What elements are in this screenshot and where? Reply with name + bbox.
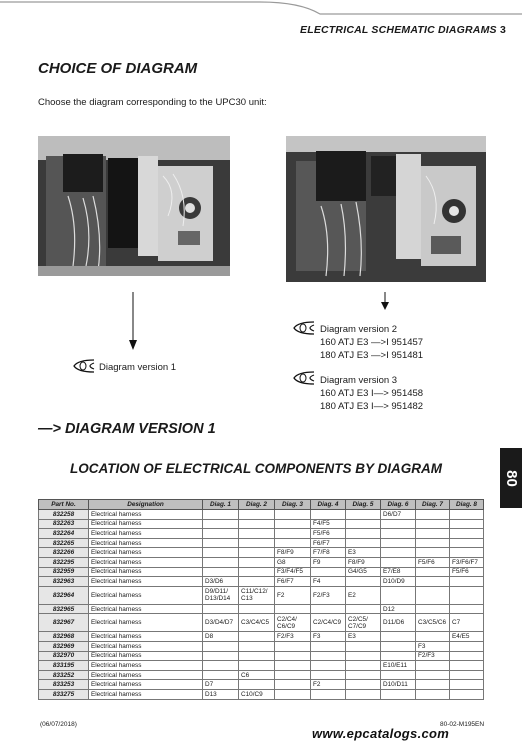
arrow-to-version-1 [128, 292, 138, 352]
diagram-cell [416, 538, 450, 548]
diagram-cell [275, 529, 311, 539]
diagram-cell: D6/D7 [381, 510, 416, 520]
diagram-cell [450, 670, 484, 680]
diagram-cell [381, 548, 416, 558]
diagram-cell [239, 577, 275, 587]
diagram-cell: D11/D6 [381, 614, 416, 632]
diagram-cell [381, 586, 416, 604]
page-number: 3 [500, 24, 506, 36]
diagram-version-3-line2: 180 ATJ E3 I—> 951482 [320, 401, 424, 412]
diagram-cell [416, 577, 450, 587]
part-number-cell: 832970 [39, 651, 89, 661]
diagram-cell: G8 [275, 557, 311, 567]
diagram-cell [416, 510, 450, 520]
diagram-cell [311, 689, 346, 699]
diagram-cell [203, 651, 239, 661]
part-number-cell: 833275 [39, 689, 89, 699]
diagram-cell [346, 519, 381, 529]
diagram-cell: E3 [346, 632, 381, 642]
table-row [39, 567, 484, 577]
column-header: Diag. 4 [311, 500, 346, 510]
diagram-cell [416, 586, 450, 604]
diagram-cell [416, 529, 450, 539]
table-row [39, 651, 484, 661]
table-row [39, 519, 484, 529]
table-row [39, 510, 484, 520]
part-number-cell: 832295 [39, 557, 89, 567]
diagram-cell: F8/F9 [346, 557, 381, 567]
diagram-cell [450, 529, 484, 539]
part-number-cell: 832959 [39, 567, 89, 577]
column-header: Diag. 6 [381, 500, 416, 510]
diagram-version-3-title: Diagram version 3 [320, 375, 398, 386]
diagram-cell: D10/D11 [381, 680, 416, 690]
table-row [39, 661, 484, 671]
table-row [39, 689, 484, 699]
diagram-cell: E10/E11 [381, 661, 416, 671]
diagram-cell [275, 651, 311, 661]
designation-cell: Electrical harness [89, 567, 203, 577]
photo-unit-version-1 [38, 136, 230, 276]
version-heading: —> DIAGRAM VERSION 1 [38, 421, 216, 437]
column-header: Part No. [39, 500, 89, 510]
designation-cell: Electrical harness [89, 510, 203, 520]
chapter-tab [500, 448, 522, 508]
diagram-cell [416, 680, 450, 690]
table-row [39, 548, 484, 558]
diagram-cell [311, 604, 346, 614]
diagram-cell [416, 519, 450, 529]
diagram-cell: G4/G5 [346, 567, 381, 577]
diagram-cell [346, 604, 381, 614]
diagram-cell [239, 567, 275, 577]
diagram-cell [416, 661, 450, 671]
diagram-cell [381, 529, 416, 539]
table-row [39, 614, 484, 632]
diagram-cell: F4 [311, 577, 346, 587]
diagram-cell [239, 538, 275, 548]
diagram-cell [275, 670, 311, 680]
diagram-cell [450, 641, 484, 651]
diagram-cell [416, 689, 450, 699]
diagram-cell: F5/F6 [311, 529, 346, 539]
diagram-cell: C6 [239, 670, 275, 680]
diagram-cell [346, 689, 381, 699]
column-header: Designation [89, 500, 203, 510]
diagram-cell [203, 548, 239, 558]
diagram-cell [203, 604, 239, 614]
diagram-cell [450, 689, 484, 699]
column-header: Diag. 1 [203, 500, 239, 510]
designation-cell: Electrical harness [89, 614, 203, 632]
diagram-cell [203, 538, 239, 548]
table-row [39, 538, 484, 548]
eye-icon [292, 320, 316, 336]
diagram-cell [311, 670, 346, 680]
diagram-cell [239, 632, 275, 642]
diagram-cell: F5/F6 [416, 557, 450, 567]
components-table [38, 499, 484, 700]
diagram-cell: F4/F5 [311, 519, 346, 529]
diagram-cell [381, 557, 416, 567]
diagram-cell [450, 577, 484, 587]
diagram-cell: C2/C5/ C7/C9 [346, 614, 381, 632]
designation-cell: Electrical harness [89, 548, 203, 558]
eye-icon [72, 358, 96, 374]
diagram-cell: D7 [203, 680, 239, 690]
diagram-cell: F2/F3 [275, 632, 311, 642]
diagram-cell [203, 529, 239, 539]
part-number-cell: 832266 [39, 548, 89, 558]
table-row [39, 586, 484, 604]
diagram-cell: D10/D9 [381, 577, 416, 587]
column-header: Diag. 8 [450, 500, 484, 510]
diagram-cell [450, 538, 484, 548]
diagram-cell [346, 529, 381, 539]
column-header: Diag. 3 [275, 500, 311, 510]
diagram-cell: F8/F9 [275, 548, 311, 558]
diagram-cell [416, 670, 450, 680]
table-row [39, 577, 484, 587]
diagram-cell [275, 641, 311, 651]
part-number-cell: 832264 [39, 529, 89, 539]
diagram-cell: F2/F3 [311, 586, 346, 604]
diagram-cell: C3/C4/C5 [239, 614, 275, 632]
diagram-cell: F9 [311, 557, 346, 567]
diagram-cell [239, 680, 275, 690]
diagram-cell: C2/C4/ C6/C9 [275, 614, 311, 632]
diagram-cell [450, 510, 484, 520]
diagram-cell: D3/D4/D7 [203, 614, 239, 632]
photo-unit-version-2-3 [286, 136, 486, 282]
diagram-cell: C10/C9 [239, 689, 275, 699]
diagram-cell: F2 [275, 586, 311, 604]
part-number-cell: 833195 [39, 661, 89, 671]
diagram-cell [311, 661, 346, 671]
diagram-cell [381, 651, 416, 661]
diagram-cell [239, 519, 275, 529]
diagram-cell [450, 519, 484, 529]
diagram-cell [239, 604, 275, 614]
diagram-cell [346, 661, 381, 671]
diagram-cell [203, 510, 239, 520]
diagram-cell [239, 548, 275, 558]
part-number-cell: 832265 [39, 538, 89, 548]
designation-cell: Electrical harness [89, 651, 203, 661]
diagram-version-3-label [320, 374, 423, 413]
diagram-cell: D13 [203, 689, 239, 699]
diagram-cell [239, 651, 275, 661]
column-header: Diag. 2 [239, 500, 275, 510]
part-number-cell: 832263 [39, 519, 89, 529]
diagram-cell [275, 519, 311, 529]
diagram-cell [416, 604, 450, 614]
diagram-version-3-line1: 160 ATJ E3 I—> 951458 [320, 388, 424, 399]
part-number-cell: 832258 [39, 510, 89, 520]
diagram-cell: C3/C5/C6 [416, 614, 450, 632]
designation-cell: Electrical harness [89, 529, 203, 539]
diagram-cell [450, 651, 484, 661]
designation-cell: Electrical harness [89, 577, 203, 587]
diagram-cell: E4/E5 [450, 632, 484, 642]
diagram-cell [203, 519, 239, 529]
diagram-cell [203, 567, 239, 577]
table-row [39, 632, 484, 642]
diagram-version-2-label [320, 323, 423, 362]
diagram-cell [203, 557, 239, 567]
diagram-version-2-line1: 160 ATJ E3 —>I 951457 [320, 337, 424, 348]
location-heading: LOCATION OF ELECTRICAL COMPONENTS BY DIAGRAM [70, 461, 443, 476]
diagram-cell: F3/F4/F5 [275, 567, 311, 577]
diagram-cell: F7/F8 [311, 548, 346, 558]
diagram-cell [239, 529, 275, 539]
diagram-version-2-title: Diagram version 2 [320, 324, 398, 335]
diagram-cell [450, 586, 484, 604]
diagram-cell [275, 661, 311, 671]
footer-code: 80-02-M195EN [440, 721, 485, 728]
diagram-cell [275, 510, 311, 520]
column-header: Diag. 7 [416, 500, 450, 510]
diagram-cell: D3/D6 [203, 577, 239, 587]
designation-cell: Electrical harness [89, 670, 203, 680]
designation-cell: Electrical harness [89, 586, 203, 604]
diagram-cell: F3/F6/F7 [450, 557, 484, 567]
intro-text: Choose the diagram corresponding to the UPC30 unit: [38, 97, 267, 108]
diagram-cell [381, 519, 416, 529]
header-title: ELECTRICAL SCHEMATIC DIAGRAMS [300, 24, 497, 36]
diagram-cell [311, 651, 346, 661]
diagram-cell [416, 632, 450, 642]
section-title: CHOICE OF DIAGRAM [38, 60, 198, 77]
diagram-cell: E3 [346, 548, 381, 558]
diagram-cell [381, 632, 416, 642]
arrow-to-version-2-3 [380, 292, 390, 312]
diagram-cell: F3 [416, 641, 450, 651]
part-number-cell: 832968 [39, 632, 89, 642]
diagram-version-1-label: Diagram version 1 [99, 362, 177, 373]
diagram-cell [450, 548, 484, 558]
diagram-cell [381, 641, 416, 651]
designation-cell: Electrical harness [89, 641, 203, 651]
diagram-cell [203, 641, 239, 651]
eye-icon [292, 370, 316, 386]
designation-cell: Electrical harness [89, 689, 203, 699]
diagram-cell [275, 538, 311, 548]
diagram-cell [239, 510, 275, 520]
diagram-cell [203, 661, 239, 671]
diagram-cell [346, 577, 381, 587]
diagram-cell [346, 641, 381, 651]
table-row [39, 670, 484, 680]
diagram-cell [450, 604, 484, 614]
column-header: Diag. 5 [346, 500, 381, 510]
diagram-cell [381, 670, 416, 680]
diagram-cell [450, 680, 484, 690]
diagram-cell [275, 689, 311, 699]
diagram-cell: E2 [346, 586, 381, 604]
diagram-cell [239, 661, 275, 671]
diagram-cell [346, 670, 381, 680]
table-header-row [39, 500, 484, 510]
diagram-cell [203, 670, 239, 680]
footer-date: (06/07/2018) [40, 721, 77, 728]
diagram-cell [275, 680, 311, 690]
part-number-cell: 832965 [39, 604, 89, 614]
diagram-cell [416, 548, 450, 558]
diagram-cell: D9/D11/ D13/D14 [203, 586, 239, 604]
diagram-cell [381, 689, 416, 699]
diagram-cell: F5/F6 [450, 567, 484, 577]
table-row [39, 557, 484, 567]
table-row [39, 529, 484, 539]
table-row [39, 604, 484, 614]
part-number-cell: 833253 [39, 680, 89, 690]
part-number-cell: 833252 [39, 670, 89, 680]
designation-cell: Electrical harness [89, 604, 203, 614]
diagram-cell: C11/C12/ C13 [239, 586, 275, 604]
diagram-cell [346, 510, 381, 520]
diagram-cell [311, 567, 346, 577]
diagram-cell: C7 [450, 614, 484, 632]
diagram-version-2-line2: 180 ATJ E3 —>I 951481 [320, 350, 424, 361]
diagram-cell: C2/C4/C9 [311, 614, 346, 632]
diagram-cell [311, 510, 346, 520]
diagram-cell: D12 [381, 604, 416, 614]
designation-cell: Electrical harness [89, 557, 203, 567]
diagram-cell: F3 [311, 632, 346, 642]
diagram-cell [346, 651, 381, 661]
part-number-cell: 832969 [39, 641, 89, 651]
diagram-cell [346, 538, 381, 548]
diagram-cell [450, 661, 484, 671]
diagram-cell [381, 538, 416, 548]
part-number-cell: 832964 [39, 586, 89, 604]
designation-cell: Electrical harness [89, 680, 203, 690]
designation-cell: Electrical harness [89, 538, 203, 548]
designation-cell: Electrical harness [89, 661, 203, 671]
diagram-cell [416, 567, 450, 577]
chapter-tab-label: 80 [502, 469, 520, 487]
table-row [39, 641, 484, 651]
diagram-cell: F2/F3 [416, 651, 450, 661]
table-body [39, 510, 484, 700]
diagram-cell: E7/E8 [381, 567, 416, 577]
diagram-cell: F6/F7 [311, 538, 346, 548]
diagram-cell [311, 641, 346, 651]
table-row [39, 680, 484, 690]
diagram-cell: F6/F7 [275, 577, 311, 587]
watermark: www.epcatalogs.com [312, 726, 450, 741]
designation-cell: Electrical harness [89, 632, 203, 642]
diagram-cell: D8 [203, 632, 239, 642]
part-number-cell: 832967 [39, 614, 89, 632]
diagram-cell [275, 604, 311, 614]
diagram-cell: F2 [311, 680, 346, 690]
diagram-cell [239, 641, 275, 651]
part-number-cell: 832963 [39, 577, 89, 587]
diagram-cell [346, 680, 381, 690]
diagram-cell [239, 557, 275, 567]
designation-cell: Electrical harness [89, 519, 203, 529]
